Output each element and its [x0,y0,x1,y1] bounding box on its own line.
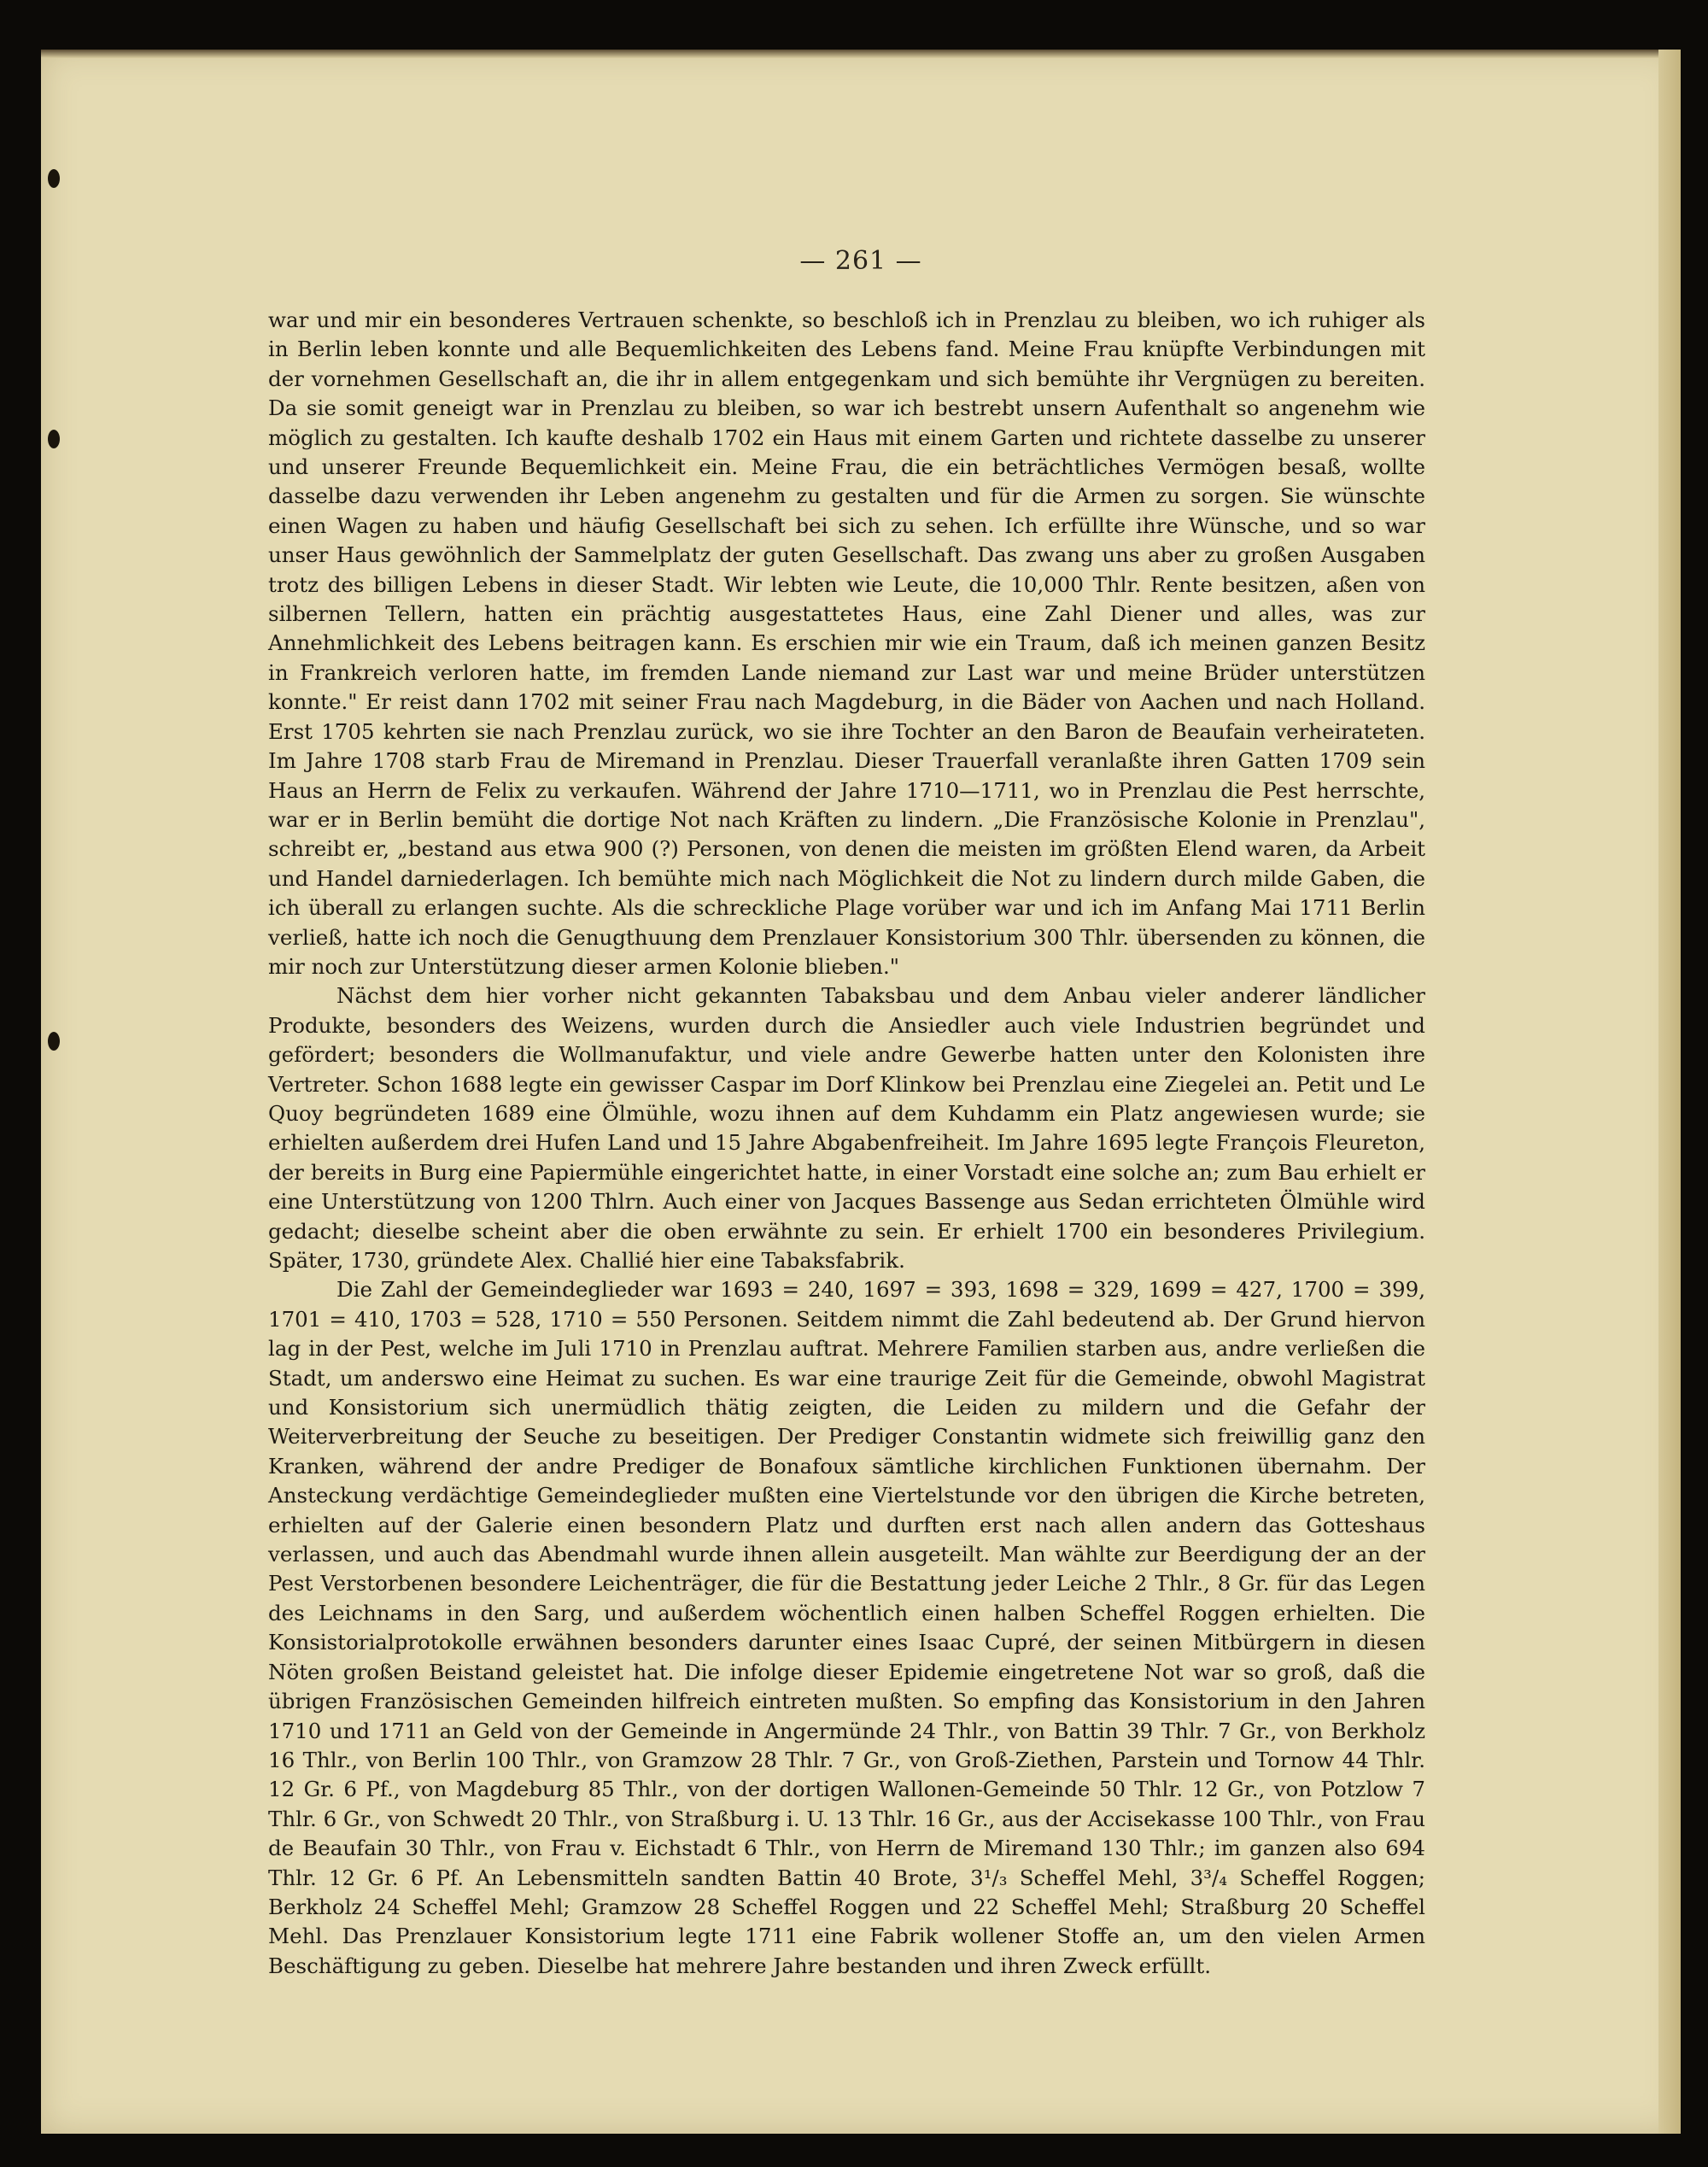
paragraph: Die Zahl der Gemeindeglieder war 1693 = 240, 1697 = 393, 1698 = 329, 1699 = 427, 1700 = 399, 1701 = 410, 1703 = 528, 1710 = 550 Personen. Seitdem nimmt die Zahl bedeutend ab. Der Grund hiervon lag in der Pest, welche im Juli 1710 in Prenzlau auftrat. Mehrere Familien starben aus, andre verließen die Stadt, um anderswo eine Heimat zu suchen. Es war eine traurige Zeit für die Gemeinde, obwohl Magistrat und Konsistorium sich unermüdlich thätig zeigten, die Leiden zu mildern und die Gefahr der Weiterverbreitung der Seuche zu beseitigen. Der Prediger Constantin widmete sich freiwillig ganz den Kranken, während der andre Prediger de Bonafoux sämtliche kirchlichen Funktionen übernahm. Der Ansteckung verdächtige Gemeindeglieder mußten eine Viertelstunde vor den übrigen die Kirche betreten, erhielten auf der Galerie einen besondern Platz und durften erst nach allen andern das Gotteshaus verlassen, und auch das Abendmahl wurde ihnen allein ausgeteilt. Man wählte zur Beerdigung der an der Pest Verstorbenen besondere Leichenträger, die für die Bestattung jeder Leiche 2 Thlr., 8 Gr. für das Legen des Leichnams in den Sarg, und außerdem wöchentlich einen halben Scheffel Roggen erhielten. Die Konsistorialprotokolle erwähnen besonders darunter eines Isaac Cupré, der seinen Mitbürgern in diesen Nöten großen Beistand geleistet hat. Die infolge dieser Epidemie eingetretene Not war so groß, daß die übrigen Französischen Gemeinden hilfreich eintreten mußten. So empfing das Konsistorium in den Jahren 1710 und 1711 an Geld von der Gemeinde in Angermünde 24 Thlr., von Battin 39 Thlr. 7 Gr., von Berkholz 16 Thlr., von Berlin 100 Thlr., von Gramzow 28 Thlr. 7 Gr., von Groß-Ziethen, Parstein und Tornow 44 Thlr. 12 Gr. 6 Pf., von Magdeburg 85 Thlr., von der dortigen Wallonen-Gemeinde 50 Thlr. 12 Gr., von Potzlow 7 Thlr. 6 Gr., von Schwedt 20 Thlr., von Straßburg i. U. 13 Thlr. 16 Gr., aus der Accisekasse 100 Thlr., von Frau de Beaufain 30 Thlr., von Frau v. Eichstadt 6 Thlr., von Herrn de Miremand 130 Thlr.; im ganzen also 694 Thlr. 12 Gr. 6 Pf. An Lebensmitteln sandten Battin 40 Brote, 3¹/₃ Scheffel Mehl, 3³/₄ Scheffel Roggen; Berkholz 24 Scheffel Mehl; Gramzow 28 Scheffel Roggen und 22 Scheffel Mehl; Straßburg 20 Scheffel Mehl. Das Prenzlauer Konsistorium legte 1711 eine Fabrik wollener Stoffe an, um den vielen Armen Beschäftigung zu geben. Dieselbe hat mehrere Jahre bestanden und ihren Zweck erfüllt. [268,1277,1425,1978]
page-body-text [268,306,1425,1981]
paragraph: war und mir ein besonderes Vertrauen schenkte, so beschloß ich in Prenzlau zu bleiben, wo ich ruhiger als in Berlin leben konnte und alle Bequemlichkeiten des Lebens fand. Meine Frau knüpfte Verbindungen mit der vornehmen Gesellschaft an, die ihr in allem entgegenkam und sich bemühte ihr Vergnügen zu bereiten. Da sie somit geneigt war in Prenzlau zu bleiben, so war ich bestrebt unsern Aufenthalt so angenehm wie möglich zu gestalten. Ich kaufte deshalb 1702 ein Haus mit einem Garten und richtete dasselbe zu unserer und unserer Freunde Bequemlichkeit ein. Meine Frau, die ein beträchtliches Vermögen besaß, wollte dasselbe dazu verwenden ihr Leben angenehm zu gestalten und für die Armen zu sorgen. Sie wünschte einen Wagen zu haben und häufig Gesellschaft bei sich zu sehen. Ich erfüllte ihre Wünsche, und so war unser Haus gewöhnlich der Sammelplatz der guten Gesellschaft. Das zwang uns aber zu großen Ausgaben trotz des billigen Lebens in dieser Stadt. Wir lebten wie Leute, die 10,000 Thlr. Rente besitzen, aßen von silbernen Tellern, hatten ein prächtig ausgestattetes Haus, eine Zahl Diener und alles, was zur Annehmlichkeit des Lebens beitragen kann. Es erschien mir wie ein Traum, daß ich meinen ganzen Besitz in Frankreich verloren hatte, im fremden Lande niemand zur Last war und meine Brüder unterstützen konnte." Er reist dann 1702 mit seiner Frau nach Magdeburg, in die Bäder von Aachen und nach Holland. Erst 1705 kehrten sie nach Prenzlau zurück, wo sie ihre Tochter an den Baron de Beaufain verheirateten. Im Jahre 1708 starb Frau de Miremand in Prenzlau. Dieser Trauerfall veranlaßte ihren Gatten 1709 sein Haus an Herrn de Felix zu verkaufen. Während der Jahre 1710—1711, wo in Prenzlau die Pest herrschte, war er in Berlin bemüht die dortige Not nach Kräften zu lindern. „Die Französische Kolonie in Prenzlau", schreibt er, „bestand aus etwa 900 (?) Personen, von denen die meisten im größten Elend waren, da Arbeit und Handel darniederlagen. Ich bemühte mich nach Möglichkeit die Not zu lindern durch milde Gaben, die ich überall zu erlangen suchte. Als die schreckliche Plage vorüber war und ich im Anfang Mai 1711 Berlin verließ, hatte ich noch die Genugthuung dem Prenzlauer Konsistorium 300 Thlr. übersenden zu können, die mir noch zur Unterstützung dieser armen Kolonie blieben." [268,307,1425,979]
page-top-edge [41,50,1681,58]
paragraph: Nächst dem hier vorher nicht gekannten Tabaksbau und dem Anbau vieler anderer ländlicher Produkte, besonders des Weizens, wurden durch die Ansiedler auch viele Industrien begründet und gefördert; besonders die Wollmanufaktur, und viele andre Gewerbe hatten unter den Kolonisten ihre Vertreter. Schon 1688 legte ein gewisser Caspar im Dorf Klinkow bei Prenzlau eine Ziegelei an. Petit und Le Quoy begründeten 1689 eine Ölmühle, wozu ihnen auf dem Kuhdamm ein Platz angewiesen wurde; sie erhielten außerdem drei Hufen Land und 15 Jahre Abgabenfreiheit. Im Jahre 1695 legte François Fleureton, der bereits in Burg eine Papiermühle eingerichtet hatte, in einer Vorstadt eine solche an; zum Bau erhielt er eine Unterstützung von 1200 Thlrn. Auch einer von Jacques Bassenge aus Sedan errichteten Ölmühle wird gedacht; dieselbe scheint aber die oben erwähnte zu sein. Er erhielt 1700 ein besonderes Privilegium. Später, 1730, gründete Alex. Challié hier eine Tabaksfabrik. [268,983,1425,1273]
binding-hole [48,169,60,188]
page-right-edge [1658,50,1681,2134]
book-page [41,50,1681,2134]
binding-hole [48,1032,60,1051]
binding-hole [48,430,60,448]
page-number: — 261 — [799,246,922,276]
